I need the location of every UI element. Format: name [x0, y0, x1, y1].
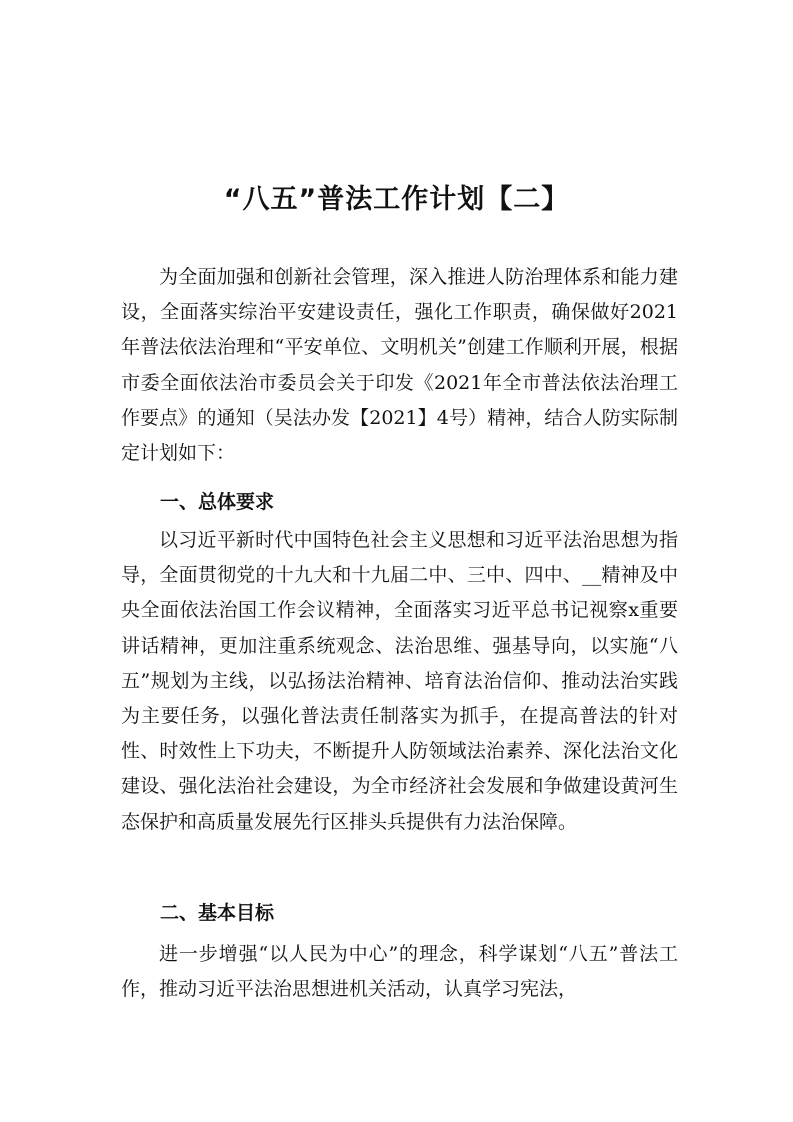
document-title: “八五”普法工作计划【二】 [223, 184, 570, 215]
intro-paragraph: 为全面加强和创新社会管理，深入推进人防治理体系和能力建设，全面落实综治平安建设责任，强化工作职责，确保做好2021年普法依法治理和“平安单位、文明机关”创建工作顺利开展，根据市委全面依法治市委员会关于印发《2021年全市普法依法治理工作要点》的通知（吴法办发【2021】4号）精神，结合人防实际制定计划如下： [121, 266, 678, 465]
general-requirements-paragraph: 以习近平新时代中国特色社会主义思想和习近平法治思想为指导，全面贯彻党的十九大和十九届二中、三中、四中、__精神及中央全面依法治国工作会议精神，全面落实习近平总书记视察x重要讲话精神，更加注重系统观念、法治思维、强基导向，以实施“八五”规划为主线，以弘扬法治精神、培育法治信仰、推动法治实践为主要任务，以强化普法责任制落实为抓手，在提高普法的针对性、时效性上下功夫，不断提升人防领域法治素养、深化法治文化建设、强化法治社会建设，为全市经济社会发展和争做建设黄河生态保护和高质量发展先行区排头兵提供有力法治保障。 [121, 529, 678, 833]
section-heading-basic-goals: 二、基本目标 [160, 902, 275, 924]
section-heading-general-requirements: 一、总体要求 [160, 491, 275, 513]
basic-goals-paragraph: 进一步增强“以人民为中心”的理念，科学谋划“八五”普法工作，推动习近平法治思想进机关活动，认真学习宪法， [121, 943, 678, 1001]
